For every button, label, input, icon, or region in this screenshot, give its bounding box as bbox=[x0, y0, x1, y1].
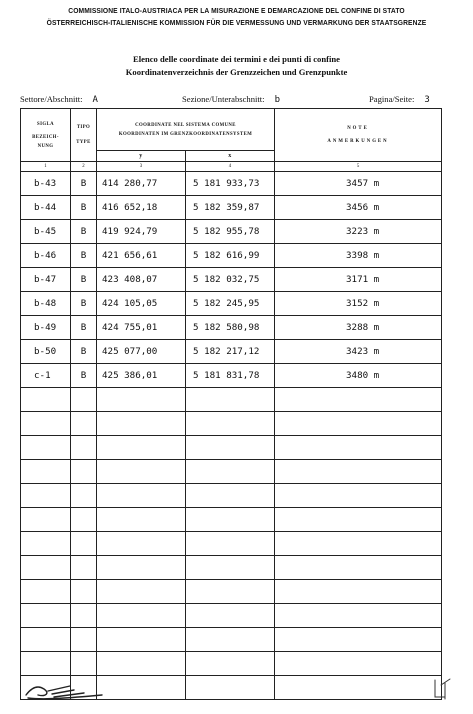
x-cell bbox=[186, 508, 275, 532]
x-cell bbox=[186, 532, 275, 556]
note-cell bbox=[275, 580, 442, 604]
sigla-cell: b-48 bbox=[21, 292, 71, 316]
table-row bbox=[21, 436, 442, 460]
table-row bbox=[21, 340, 442, 364]
table-row bbox=[21, 652, 442, 676]
tipo-header-line1: TIPO bbox=[76, 125, 91, 130]
note-cell bbox=[275, 604, 442, 628]
column-index-3: 3 bbox=[97, 162, 186, 172]
sigla-cell: b-49 bbox=[21, 316, 71, 340]
x-cell bbox=[186, 580, 275, 604]
sigla-cell bbox=[21, 436, 71, 460]
note-cell: 3457 m bbox=[275, 172, 442, 196]
y-cell bbox=[97, 604, 186, 628]
note-cell: 3223 m bbox=[275, 220, 442, 244]
note-cell: 3171 m bbox=[275, 268, 442, 292]
sigla-cell bbox=[21, 604, 71, 628]
table-row bbox=[21, 412, 442, 436]
y-cell: 421 656,61 bbox=[97, 244, 186, 268]
x-cell bbox=[186, 388, 275, 412]
sigla-cell bbox=[21, 412, 71, 436]
y-cell bbox=[97, 580, 186, 604]
x-cell bbox=[186, 556, 275, 580]
table-row bbox=[21, 484, 442, 508]
tipo-cell bbox=[71, 460, 97, 484]
x-cell: 5 182 616,99 bbox=[186, 244, 275, 268]
sezione-field bbox=[182, 94, 280, 105]
note-cell bbox=[275, 412, 442, 436]
note-header bbox=[275, 109, 442, 162]
x-cell: 5 182 245,95 bbox=[186, 292, 275, 316]
sigla-cell bbox=[21, 508, 71, 532]
table-row bbox=[21, 628, 442, 652]
table-body bbox=[21, 162, 442, 700]
y-cell bbox=[97, 412, 186, 436]
sigla-cell: b-50 bbox=[21, 340, 71, 364]
note-cell: 3423 m bbox=[275, 340, 442, 364]
y-cell: 424 105,05 bbox=[97, 292, 186, 316]
tipo-cell: B bbox=[71, 172, 97, 196]
sigla-cell: b-44 bbox=[21, 196, 71, 220]
tipo-cell: B bbox=[71, 340, 97, 364]
table-row bbox=[21, 604, 442, 628]
y-cell bbox=[97, 484, 186, 508]
column-index-row bbox=[21, 162, 442, 172]
tipo-cell: B bbox=[71, 244, 97, 268]
tipo-cell: B bbox=[71, 292, 97, 316]
sezione-value: b bbox=[274, 95, 280, 105]
commission-title-german: ÖSTERREICHISCH-ITALIENISCHE KOMMISSION FÜR DIE VERMESSUNG UND VERMARKUNG DER STAATSGRENZE bbox=[46, 18, 427, 27]
settore-label: Settore/Abschnitt: bbox=[20, 94, 83, 104]
sezione-label: Sezione/Unterabschnitt: bbox=[182, 94, 265, 104]
sigla-cell: b-43 bbox=[21, 172, 71, 196]
tipo-cell: B bbox=[71, 316, 97, 340]
coordinates-header-line1: COORDINATE NEL SISTEMA COMUNE bbox=[135, 122, 236, 128]
table-row bbox=[21, 580, 442, 604]
settore-value: A bbox=[92, 95, 98, 105]
commission-title-italian: COMMISSIONE ITALO-AUSTRIACA PER LA MISURAZIONE E DEMARCAZIONE DEL CONFINE DI STATO bbox=[68, 6, 405, 15]
pagina-label: Pagina/Seite: bbox=[369, 94, 415, 104]
sigla-cell bbox=[21, 580, 71, 604]
pagina-field bbox=[369, 94, 430, 105]
tipo-cell: B bbox=[71, 196, 97, 220]
tipo-cell bbox=[71, 508, 97, 532]
y-cell bbox=[97, 508, 186, 532]
table-row bbox=[21, 364, 442, 388]
table-row bbox=[21, 196, 442, 220]
x-cell bbox=[186, 484, 275, 508]
x-cell bbox=[186, 436, 275, 460]
note-cell: 3288 m bbox=[275, 316, 442, 340]
y-cell bbox=[97, 532, 186, 556]
document-title-italian: Elenco delle coordinate dei termini e dei punti di confine bbox=[133, 54, 340, 64]
x-cell bbox=[186, 628, 275, 652]
note-cell bbox=[275, 436, 442, 460]
tipo-cell: B bbox=[71, 268, 97, 292]
table-row bbox=[21, 532, 442, 556]
x-cell bbox=[186, 676, 275, 700]
note-cell bbox=[275, 484, 442, 508]
note-cell: 3398 m bbox=[275, 244, 442, 268]
column-index-2: 2 bbox=[71, 162, 97, 172]
tipo-cell bbox=[71, 556, 97, 580]
table-row bbox=[21, 388, 442, 412]
y-cell bbox=[97, 436, 186, 460]
y-cell: 425 386,01 bbox=[97, 364, 186, 388]
note-cell: 3152 m bbox=[275, 292, 442, 316]
y-cell bbox=[97, 628, 186, 652]
tipo-cell bbox=[71, 436, 97, 460]
table-row bbox=[21, 220, 442, 244]
sigla-cell bbox=[21, 652, 71, 676]
column-index-1: 1 bbox=[21, 162, 71, 172]
y-cell bbox=[97, 388, 186, 412]
tipo-cell bbox=[71, 388, 97, 412]
sigla-cell bbox=[21, 628, 71, 652]
x-cell: 5 181 933,73 bbox=[186, 172, 275, 196]
tipo-cell: B bbox=[71, 364, 97, 388]
tipo-cell bbox=[71, 604, 97, 628]
note-cell: 3480 m bbox=[275, 364, 442, 388]
note-cell bbox=[275, 676, 442, 700]
table-row bbox=[21, 316, 442, 340]
sigla-header-line3: NUNG bbox=[37, 143, 54, 149]
tipo-cell bbox=[71, 580, 97, 604]
initials-signature bbox=[432, 677, 454, 701]
note-cell: 3456 m bbox=[275, 196, 442, 220]
sigla-header bbox=[21, 109, 71, 162]
x-header: x bbox=[186, 151, 275, 162]
sigla-cell: c-1 bbox=[21, 364, 71, 388]
sigla-cell bbox=[21, 532, 71, 556]
y-cell: 416 652,18 bbox=[97, 196, 186, 220]
note-header-line1: NOTE bbox=[347, 126, 369, 131]
tipo-cell bbox=[71, 412, 97, 436]
sigla-cell: b-45 bbox=[21, 220, 71, 244]
sigla-cell: b-47 bbox=[21, 268, 71, 292]
y-cell bbox=[97, 460, 186, 484]
sigla-cell bbox=[21, 484, 71, 508]
note-header-line2: ANMERKUNGEN bbox=[327, 139, 389, 144]
tipo-cell bbox=[71, 484, 97, 508]
tipo-header-line2: TYPE bbox=[76, 140, 91, 145]
note-cell bbox=[275, 556, 442, 580]
x-cell: 5 182 580,98 bbox=[186, 316, 275, 340]
coordinates-header-line2: KOORDINATEN IM GRENZKOORDINATENSYSTEM bbox=[118, 131, 253, 137]
sigla-cell bbox=[21, 460, 71, 484]
y-cell: 419 924,79 bbox=[97, 220, 186, 244]
y-cell bbox=[97, 556, 186, 580]
sigla-cell: b-46 bbox=[21, 244, 71, 268]
tipo-cell bbox=[71, 532, 97, 556]
column-index-4: 4 bbox=[186, 162, 275, 172]
table-row bbox=[21, 556, 442, 580]
y-cell: 423 408,07 bbox=[97, 268, 186, 292]
y-cell: 414 280,77 bbox=[97, 172, 186, 196]
note-cell bbox=[275, 628, 442, 652]
note-cell bbox=[275, 388, 442, 412]
sigla-header-line2: BEZEICH- bbox=[32, 134, 59, 140]
pagina-value: 3 bbox=[424, 95, 430, 105]
x-cell: 5 182 359,87 bbox=[186, 196, 275, 220]
document-title-german: Koordinatenverzeichnis der Grenzzeichen und Grenzpunkte bbox=[125, 67, 348, 77]
tipo-cell bbox=[71, 628, 97, 652]
signature bbox=[24, 675, 108, 701]
table-row bbox=[21, 172, 442, 196]
x-cell bbox=[186, 412, 275, 436]
x-cell: 5 182 032,75 bbox=[186, 268, 275, 292]
y-cell bbox=[97, 652, 186, 676]
coordinates-header bbox=[97, 109, 275, 151]
table-row bbox=[21, 292, 442, 316]
tipo-cell: B bbox=[71, 220, 97, 244]
coordinates-table bbox=[20, 108, 442, 700]
y-header: y bbox=[97, 151, 186, 162]
note-cell bbox=[275, 532, 442, 556]
table-row bbox=[21, 244, 442, 268]
table-row bbox=[21, 508, 442, 532]
y-cell bbox=[97, 676, 186, 700]
settore-field bbox=[20, 94, 98, 105]
sigla-header-line1: SIGLA bbox=[37, 121, 54, 127]
sigla-cell bbox=[21, 556, 71, 580]
table-row bbox=[21, 460, 442, 484]
x-cell bbox=[186, 460, 275, 484]
x-cell: 5 182 217,12 bbox=[186, 340, 275, 364]
tipo-header bbox=[71, 109, 97, 162]
x-cell: 5 182 955,78 bbox=[186, 220, 275, 244]
y-cell: 424 755,01 bbox=[97, 316, 186, 340]
sigla-cell bbox=[21, 388, 71, 412]
note-cell bbox=[275, 652, 442, 676]
note-cell bbox=[275, 508, 442, 532]
table-row bbox=[21, 268, 442, 292]
tipo-cell bbox=[71, 652, 97, 676]
x-cell: 5 181 831,78 bbox=[186, 364, 275, 388]
x-cell bbox=[186, 604, 275, 628]
column-index-5: 5 bbox=[275, 162, 442, 172]
y-cell: 425 077,00 bbox=[97, 340, 186, 364]
x-cell bbox=[186, 652, 275, 676]
note-cell bbox=[275, 460, 442, 484]
